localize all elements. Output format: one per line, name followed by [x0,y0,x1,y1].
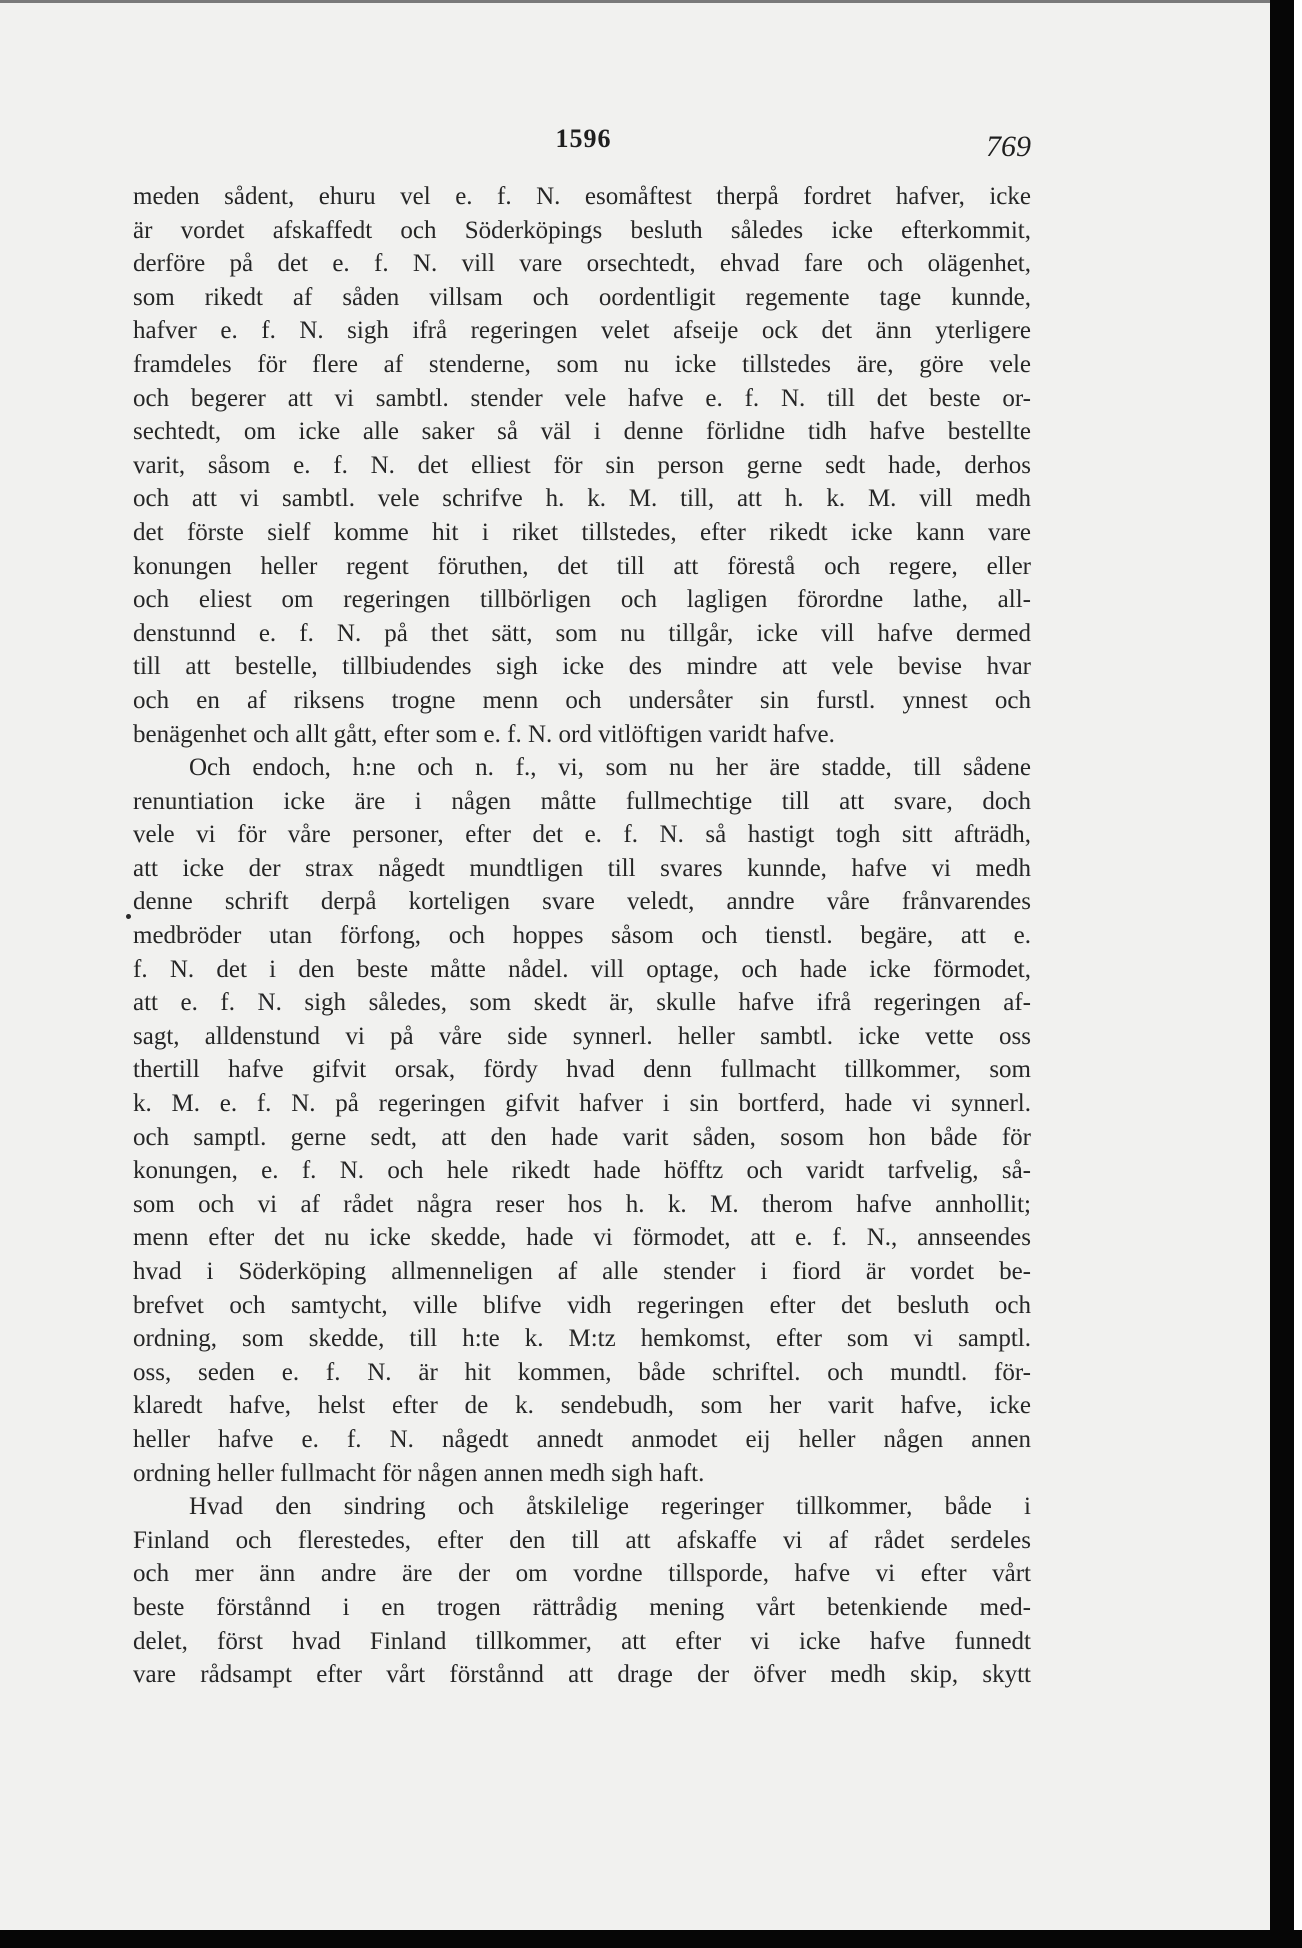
page-number: 769 [986,130,1031,163]
text-line: konungen heller regent föruthen, det till att förestå och regere, eller [133,552,1031,580]
text-line: thertill hafve gifvit orsak, fördy hvad denn fullmacht tillkommer, som [133,1056,1031,1084]
text-line: meden sådent, ehuru vel e. f. N. esomåftest therpå fordret hafver, icke [133,183,1031,210]
text-line: ordning, som skedde, till h:te k. M:tz hemkomst, efter som vi samptl. [133,1325,1031,1353]
text-line: hafver e. f. N. sigh ifrå regeringen velet afseije ock det änn yterligere [133,317,1031,345]
text-line: sechtedt, om icke alle saker så väl i denne förlidne tidh hafve bestellte [133,418,1031,446]
text-line: och eliest om regeringen tillbörligen och lagligen förordne lathe, all- [133,586,1031,614]
text-line: benägenhet och allt gått, efter som e. f. N. ord vitlöftigen varidt hafve. [133,720,835,748]
text-line: och begerer att vi sambtl. stender vele hafve e. f. N. till det beste or- [133,384,1031,412]
text-line: konungen, e. f. N. och hele rikedt hade höfftz och varidt tarfvelig, så- [133,1157,1031,1185]
text-line: och samptl. gerne sedt, att den hade varit såden, sosom hon både för [133,1123,1031,1151]
text-line: framdeles för flere af stenderne, som nu icke tillstedes äre, göre vele [133,350,1031,378]
text-line: heller hafve e. f. N. någedt annedt anmodet eij heller någen annen [133,1425,1031,1453]
text-line: ordning heller fullmacht för någen annen medh sigh haft. [133,1459,705,1487]
text-line: vele vi för våre personer, efter det e. f. N. så hastigt togh sitt afträdh, [133,821,1031,849]
text-line: denne schrift derpå korteligen svare veledt, anndre våre frånvarendes [133,888,1031,916]
text-line: det förste sielf komme hit i riket tillstedes, efter rikedt icke kann vare [133,518,1031,546]
text-line: brefvet och samtycht, ville blifve vidh regeringen efter det besluth och [133,1291,1031,1319]
text-line: derföre på det e. f. N. vill vare orsechtedt, ehvad fare och olägenhet, [133,250,1031,278]
text-line: f. N. det i den beste måtte nådel. vill optage, och hade icke förmodet, [133,955,1031,983]
ink-speck [126,914,131,919]
text-line: sagt, alldenstund vi på våre side synnerl. heller sambtl. icke vette oss [133,1022,1031,1050]
text-line: menn efter det nu icke skedde, hade vi förmodet, att e. f. N., annseendes [133,1224,1031,1252]
body-text [133,180,1031,1692]
running-head-year: 1596 [555,124,612,153]
text-line: oss, seden e. f. N. är hit kommen, både schriftel. och mundtl. för- [133,1358,1031,1386]
text-line: varit, såsom e. f. N. det elliest för sin person gerne sedt hade, derhos [133,451,1031,479]
text-line: att e. f. N. sigh således, som skedt är, skulle hafve ifrå regeringen af- [133,989,1031,1017]
text-line: k. M. e. f. N. på regeringen gifvit hafver i sin bortferd, hade vi synnerl. [133,1090,1031,1118]
text-line: som rikedt af såden villsam och oordentligit regemente tage kunnde, [133,283,1031,311]
text-line: Hvad den sindring och åtskilelige regeringer tillkommer, både i [189,1493,1031,1521]
text-line: vare rådsampt efter vårt förstånnd att drage der öfver medh skip, skytt [133,1661,1031,1689]
text-line: som och vi af rådet några reser hos h. k. M. therom hafve annhollit; [133,1190,1031,1218]
text-line: denstunnd e. f. N. på thet sätt, som nu tillgår, icke vill hafve dermed [133,619,1031,647]
scan-edge-top [0,0,1270,3]
text-line: medbröder utan förfong, och hoppes såsom och tienstl. begäre, att e. [133,922,1031,950]
text-line: beste förstånnd i en trogen rättrådig mening vårt betenkiende med- [133,1593,1031,1621]
text-line: Finland och flerestedes, efter den till att afskaffe vi af rådet serdeles [133,1526,1031,1554]
text-line: till att bestelle, tillbiudendes sigh icke des mindre att vele bevise hvar [133,653,1031,681]
text-line: och en af riksens trogne menn och undersåter sin furstl. ynnest och [133,686,1031,714]
text-line: Och endoch, h:ne och n. f., vi, som nu her äre stadde, till sådene [189,754,1031,782]
text-line: och att vi sambtl. vele schrifve h. k. M. till, att h. k. M. vill medh [133,485,1031,513]
text-line: och mer änn andre äre der om vordne tillsporde, hafve vi efter vårt [133,1560,1031,1588]
scan-edge-bottom [0,1930,1302,1948]
text-line: att icke der strax någedt mundtligen till svares kunnde, hafve vi medh [133,854,1031,882]
text-line: delet, först hvad Finland tillkommer, att efter vi icke hafve funnedt [133,1627,1031,1655]
text-line: är vordet afskaffedt och Söderköpings besluth således icke efterkommit, [133,216,1031,244]
text-line: hvad i Söderköping allmenneligen af alle stender i fiord är vordet be- [133,1258,1031,1285]
text-line: renuntiation icke äre i någen måtte fullmechtige till att svare, doch [133,787,1031,815]
scan-edge-right [1270,0,1294,1948]
text-line: klaredt hafve, helst efter de k. sendebudh, som her varit hafve, icke [133,1392,1031,1420]
running-head [136,122,1031,168]
